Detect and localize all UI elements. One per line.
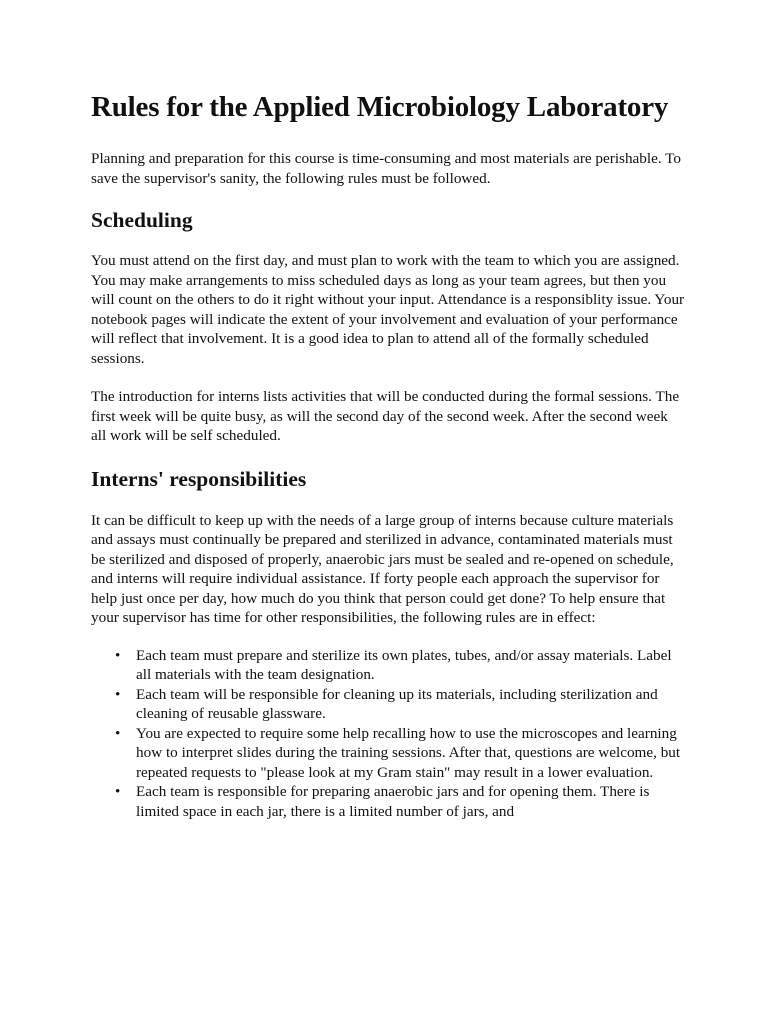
interns-rules-list — [91, 646, 686, 822]
document-title: Rules for the Applied Microbiology Laboratory — [91, 91, 669, 123]
bullet-icon: • — [115, 685, 121, 703]
list-item-text: You are expected to require some help recalling how to use the microscopes and learning how to interpret slides during the training sessions. After that, questions are welcome, but repeated requests to "please look at my Gram stain" may result in a lower evaluation. — [136, 724, 681, 781]
scheduling-heading: Scheduling — [91, 208, 193, 232]
interns-paragraph: It can be difficult to keep up with the needs of a large group of interns because culture materials and assays must continually be prepared and sterilized in advance, contaminated materials must be sterilized and disposed of properly, anaerobic jars must be sealed and re-opened on schedule, and interns will require individual assistance. If forty people each approach the supervisor for help just once per day, how much do you think that person could get done? To help ensure that your supervisor has time for other responsibilities, the following rules are in effect: — [91, 511, 674, 626]
scheduling-paragraph-1: You must attend on the first day, and must plan to work with the team to which you are assigned. You may make arrangements to miss scheduled days as long as your team agrees, but then you will count on the others to do it right without your input. Attendance is a responsiblity issue. Your notebook pages will indicate the extent of your involvement and evaluation of your performance will reflect that involvement. It is a good idea to plan to attend all of the formally scheduled sessions. — [91, 252, 685, 367]
list-item-text: Each team must prepare and sterilize its own plates, tubes, and/or assay materials. Label all materials with the team designation. — [136, 646, 672, 683]
list-item — [115, 782, 686, 821]
scheduling-paragraph-2: The introduction for interns lists activities that will be conducted during the formal sessions. The first week will be quite busy, as will the second day of the second week. After the second week all work will be self scheduled. — [91, 388, 680, 444]
list-item — [115, 646, 686, 685]
intro-paragraph: Planning and preparation for this course is time-consuming and most materials are perishable. To save the supervisor's sanity, the following rules must be followed. — [91, 150, 681, 187]
list-item — [115, 685, 686, 724]
interns-heading: Interns' responsibilities — [91, 466, 307, 491]
document-page — [91, 90, 686, 821]
bullet-icon: • — [115, 783, 121, 800]
bullet-icon: • — [115, 646, 121, 664]
list-item-text: Each team is responsible for preparing anaerobic jars and for opening them. There is limited space in each jar, there is a limited number of jars, and — [136, 783, 650, 820]
list-item — [115, 724, 686, 783]
bullet-icon: • — [115, 724, 121, 742]
list-item-text: Each team will be responsible for cleaning up its materials, including sterilization and cleaning of reusable glassware. — [136, 685, 658, 722]
